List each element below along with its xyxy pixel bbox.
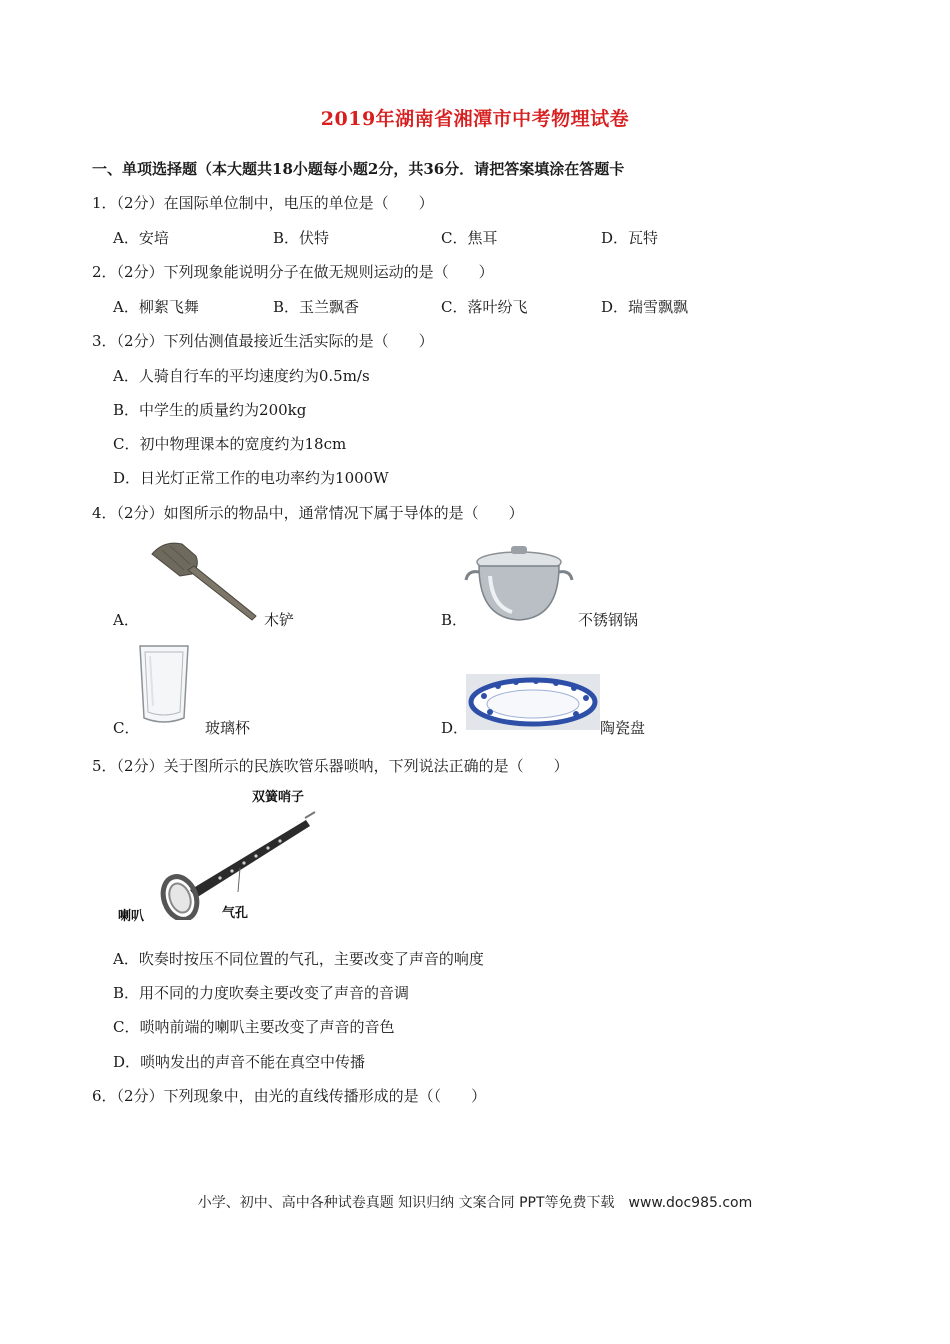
stainless-pot-image bbox=[462, 540, 576, 628]
q4-option-d-text: 陶瓷盘 bbox=[600, 719, 646, 737]
page-title: 2019年湖南省湘潭市中考物理试卷 bbox=[320, 108, 630, 130]
q1-option-c: C．焦耳 bbox=[441, 229, 498, 247]
suona-hole-label: 气孔 bbox=[222, 906, 249, 921]
q5-option-d: D．唢呐发出的声音不能在真空中传播 bbox=[113, 1053, 366, 1071]
q1-option-d: D．瓦特 bbox=[601, 229, 659, 247]
page-footer: 小学、初中、高中各种试卷真题 知识归纳 文案合同 PPT等免费下载 www.doc985.com bbox=[197, 1195, 753, 1211]
q4-option-c-text: 玻璃杯 bbox=[205, 719, 251, 737]
q2-option-a: A．柳絮飞舞 bbox=[113, 298, 199, 316]
section-heading: 一、单项选择题（本大题共18小题每小题2分，共36分．请把答案填涂在答题卡 bbox=[92, 160, 625, 178]
q4-option-d-letter: D． bbox=[441, 719, 469, 737]
q4-option-c-letter: C． bbox=[113, 719, 140, 737]
question-1-stem: 1．（2分）在国际单位制中，电压的单位是（ ） bbox=[92, 194, 434, 212]
q3-option-a: A．人骑自行车的平均速度约为0.5m/s bbox=[113, 367, 370, 385]
q3-option-c: C．初中物理课本的宽度约为18cm bbox=[113, 435, 347, 453]
q2-option-b: B．玉兰飘香 bbox=[273, 298, 360, 316]
q5-option-c: C．唢呐前端的喇叭主要改变了声音的音色 bbox=[113, 1018, 395, 1036]
q2-option-d: D．瑞雪飘飘 bbox=[601, 298, 689, 316]
suona-reed-label: 双簧哨子 bbox=[252, 790, 305, 805]
question-5-stem: 5．（2分）关于图所示的民族吹管乐器唢呐，下列说法正确的是（ ） bbox=[92, 757, 569, 775]
q4-option-b-letter: B． bbox=[441, 611, 468, 629]
q2-option-c: C．落叶纷飞 bbox=[441, 298, 528, 316]
q1-option-b: B．伏特 bbox=[273, 229, 330, 247]
q4-option-a-text: 木铲 bbox=[264, 611, 295, 629]
q4-option-b-text: 不锈钢锅 bbox=[578, 611, 639, 629]
question-3-stem: 3．（2分）下列估测值最接近生活实际的是（ ） bbox=[92, 332, 434, 350]
q5-option-b: B．用不同的力度吹奏主要改变了声音的音调 bbox=[113, 984, 410, 1002]
q5-option-a: A．吹奏时按压不同位置的气孔，主要改变了声音的响度 bbox=[113, 950, 484, 968]
glass-cup-image bbox=[134, 642, 194, 728]
question-2-stem: 2．（2分）下列现象能说明分子在做无规则运动的是（ ） bbox=[92, 263, 494, 281]
question-6-stem: 6．（2分）下列现象中，由光的直线传播形成的是（（ ） bbox=[92, 1087, 487, 1105]
wooden-spatula-image bbox=[144, 536, 264, 628]
question-4-stem: 4．（2分）如图所示的物品中，通常情况下属于导体的是（ ） bbox=[92, 504, 524, 522]
q3-option-d: D．日光灯正常工作的电功率约为1000W bbox=[113, 469, 389, 487]
q4-option-a-letter: A． bbox=[113, 611, 139, 629]
ceramic-plate-image bbox=[466, 674, 600, 730]
suona-bell-label: 喇叭 bbox=[118, 909, 145, 924]
q3-option-b: B．中学生的质量约为200kg bbox=[113, 401, 307, 419]
q1-option-a: A．安培 bbox=[113, 229, 169, 247]
